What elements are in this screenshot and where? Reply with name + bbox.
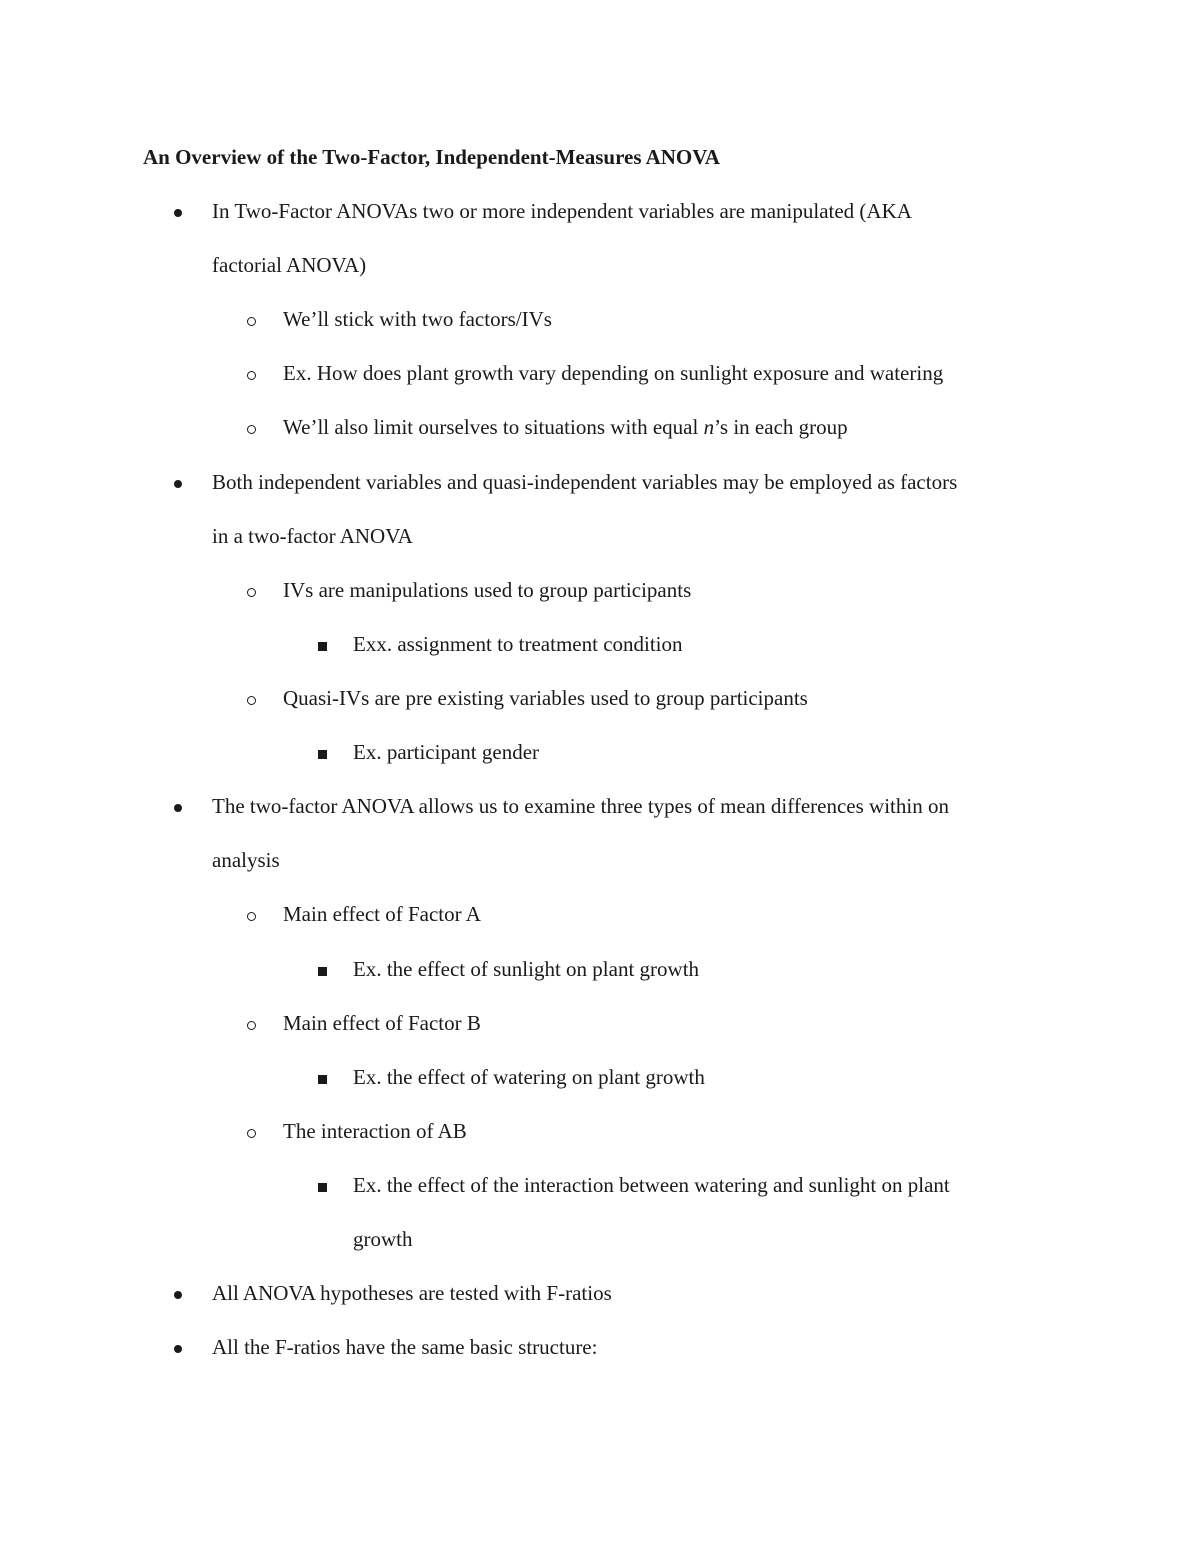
list-item-continuation: analysis (212, 848, 280, 872)
list-item-continuation: in a two-factor ANOVA (212, 524, 413, 548)
list-item: All the F-ratios have the same basic structure: (212, 1335, 598, 1359)
bullet-square-icon (318, 1062, 327, 1092)
list-item-continuation: factorial ANOVA) (212, 253, 367, 277)
bullet-square-icon (318, 629, 327, 659)
list-item: Ex. the effect of sunlight on plant growth (353, 957, 700, 981)
bullet-open-icon (247, 304, 256, 334)
bullet-filled-icon (174, 1278, 182, 1308)
bullet-filled-icon (174, 1332, 182, 1362)
bullet-open-icon (247, 1008, 256, 1038)
list-item: We’ll stick with two factors/IVs (283, 307, 552, 331)
bullet-square-icon (318, 1170, 327, 1200)
bullet-open-icon (247, 575, 256, 605)
list-item: Both independent variables and quasi-independent variables may be employed as factors (212, 470, 958, 494)
bullet-open-icon (247, 412, 256, 442)
bullet-open-icon (247, 358, 256, 388)
list-item-text-after: ’s in each group (714, 415, 848, 439)
bullet-filled-icon (174, 196, 182, 226)
list-item-continuation: growth (353, 1227, 413, 1251)
bullet-open-icon (247, 683, 256, 713)
bullet-square-icon (318, 737, 327, 767)
list-item-text-before: We’ll also limit ourselves to situations with equal (283, 415, 704, 439)
list-item: All ANOVA hypotheses are tested with F-ratios (212, 1281, 612, 1305)
list-item: Exx. assignment to treatment condition (353, 632, 683, 656)
bullet-square-icon (318, 954, 327, 984)
document-title: An Overview of the Two-Factor, Independent-Measures ANOVA (143, 145, 720, 169)
bullet-filled-icon (174, 791, 182, 821)
bullet-filled-icon (174, 467, 182, 497)
list-item-italic-n: n (703, 415, 715, 439)
list-item: In Two-Factor ANOVAs two or more independent variables are manipulated (AKA (212, 199, 912, 223)
bullet-open-icon (247, 1116, 256, 1146)
list-item: IVs are manipulations used to group participants (283, 578, 692, 602)
list-item: Ex. participant gender (353, 740, 540, 764)
list-item: Quasi-IVs are pre existing variables used to group participants (283, 686, 808, 710)
list-item: Main effect of Factor B (283, 1011, 481, 1035)
list-item (283, 412, 848, 442)
list-item: Ex. the effect of watering on plant growth (353, 1065, 705, 1089)
list-item: Ex. the effect of the interaction between watering and sunlight on plant (353, 1173, 950, 1197)
list-item: The interaction of AB (283, 1119, 467, 1143)
list-item: The two-factor ANOVA allows us to examine three types of mean differences within on (212, 794, 949, 818)
list-item: Main effect of Factor A (283, 902, 481, 926)
bullet-open-icon (247, 899, 256, 929)
list-item: Ex. How does plant growth vary depending on sunlight exposure and watering (283, 361, 944, 385)
